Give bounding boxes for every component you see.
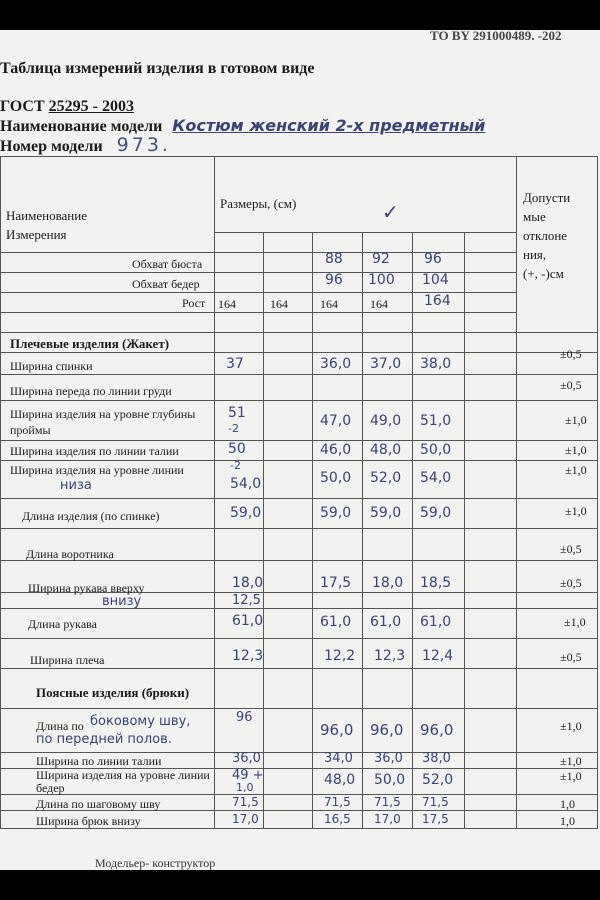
row-label-handwritten: боковому шву, bbox=[90, 714, 191, 729]
row-value: 38,0 bbox=[420, 356, 452, 372]
row-base: 61,0 bbox=[232, 613, 264, 629]
row-value: 61,0 bbox=[420, 614, 452, 630]
row-tolerance: ±0,5 bbox=[560, 650, 582, 664]
row-tolerance: ±0,5 bbox=[560, 542, 582, 556]
row-tolerance: ±1,0 bbox=[565, 463, 587, 477]
row-value: 38,0 bbox=[422, 751, 451, 766]
height-value: 164 bbox=[320, 297, 338, 311]
model-name-value: Костюм женский 2-х предметный bbox=[172, 116, 486, 135]
row-value: 48,0 bbox=[370, 442, 402, 458]
row-value: 47,0 bbox=[320, 413, 352, 429]
row-value: 96,0 bbox=[370, 721, 404, 739]
row-value: 59,0 bbox=[370, 505, 402, 521]
row-label-handwritten: низа bbox=[60, 478, 92, 493]
row-base: 96 bbox=[236, 710, 253, 725]
row-base: 17,0 bbox=[232, 812, 259, 826]
row-base-note: 1,0 bbox=[236, 781, 254, 794]
row-value: 52,0 bbox=[422, 772, 454, 788]
row-value: 17,5 bbox=[320, 575, 352, 591]
row-label-handwritten: по передней полов. bbox=[36, 732, 172, 747]
row-base: 54,0 bbox=[230, 476, 262, 492]
row-value: 49,0 bbox=[370, 413, 402, 429]
row-value: 50,0 bbox=[320, 470, 352, 486]
checkmark-icon: ✓ bbox=[382, 200, 399, 224]
row-tolerance: ±1,0 bbox=[560, 754, 582, 768]
row-value: 17,5 bbox=[422, 812, 449, 826]
row-label: Длина рукава bbox=[28, 617, 97, 631]
height-value: 164 bbox=[424, 293, 451, 309]
row-label: Длина по bbox=[36, 719, 84, 733]
row-value: 71,5 bbox=[374, 795, 401, 809]
row-value: 37,0 bbox=[370, 356, 402, 372]
row-value: 96,0 bbox=[320, 721, 354, 739]
column-header-tolerance: Допусти мые отклоне ния, (+, -)см bbox=[523, 190, 571, 281]
row-tolerance: 1,0 bbox=[560, 814, 575, 828]
row-base: 59,0 bbox=[230, 505, 262, 521]
row-label: Ширина изделия по линии талии bbox=[10, 444, 179, 458]
row-value: 71,5 bbox=[422, 795, 449, 809]
row-value: 16,5 bbox=[324, 812, 351, 826]
row-label: Ширина изделия на уровне линии bbox=[10, 463, 184, 477]
row-value: 46,0 bbox=[320, 442, 352, 458]
height-value: 164 bbox=[270, 297, 288, 311]
row-value: 61,0 bbox=[370, 614, 402, 630]
hips-value: 96 bbox=[325, 272, 343, 288]
row-tolerance: ±1,0 bbox=[560, 719, 582, 733]
hips-label: Обхват бедер bbox=[132, 277, 200, 291]
section-trousers: Поясные изделия (брюки) bbox=[36, 685, 190, 700]
row-value: 17,0 bbox=[374, 812, 401, 826]
document-page bbox=[0, 30, 600, 870]
row-base: 51 bbox=[228, 405, 246, 421]
row-label-handwritten: внизу bbox=[102, 594, 142, 609]
row-base-note: -2 bbox=[228, 422, 239, 435]
model-number-line bbox=[0, 134, 171, 156]
row-base: 37 bbox=[226, 356, 244, 372]
gost-number: 25295 - 2003 bbox=[48, 98, 134, 115]
row-base: 49 + bbox=[232, 768, 264, 783]
row-label: Длина по шаговому шву bbox=[36, 797, 161, 811]
row-value: 18,5 bbox=[420, 575, 452, 591]
page-title: Таблица измерений изделия в готовом виде bbox=[0, 60, 315, 77]
row-value: 61,0 bbox=[320, 614, 352, 630]
model-number-value: 973. bbox=[116, 134, 171, 156]
row-value: 18,0 bbox=[372, 575, 404, 591]
row-base: 71,5 bbox=[232, 795, 259, 809]
row-label: Ширина изделия на уровне глубины проймы bbox=[10, 407, 196, 437]
bust-value: 96 bbox=[424, 251, 442, 267]
section-jacket: Плечевые изделия (Жакет) bbox=[10, 336, 170, 351]
gost-label: ГОСТ bbox=[0, 98, 45, 115]
height-label: Рост bbox=[182, 296, 206, 310]
row-value: 48,0 bbox=[324, 772, 356, 788]
row-tolerance: 1,0 bbox=[560, 797, 575, 811]
row-label: Длина воротника bbox=[26, 547, 114, 561]
hips-value: 104 bbox=[422, 272, 449, 288]
row-label: Ширина переда по линии груди bbox=[10, 384, 172, 398]
model-name-line bbox=[0, 116, 485, 136]
bust-label: Обхват бюста bbox=[132, 257, 203, 271]
row-label: Ширина изделия на уровне линии бедер bbox=[36, 768, 210, 795]
row-value: 54,0 bbox=[420, 470, 452, 486]
row-value: 36,0 bbox=[374, 751, 403, 766]
row-tolerance: ±1,0 bbox=[565, 443, 587, 457]
row-label: Ширина спинки bbox=[10, 359, 93, 373]
row-label: Длина изделия (по спинке) bbox=[22, 509, 160, 523]
bust-value: 92 bbox=[372, 251, 390, 267]
row-value: 96,0 bbox=[420, 721, 454, 739]
row-tolerance: ±1,0 bbox=[565, 413, 587, 427]
row-label: Ширина рукава вверху bbox=[28, 581, 145, 595]
column-header-sizes: Размеры, (см) bbox=[220, 196, 297, 211]
row-value: 71,5 bbox=[324, 795, 351, 809]
document-code: ТО BY 291000489. -202 bbox=[430, 30, 562, 43]
row-base: 18,0 bbox=[232, 575, 264, 591]
row-value: 59,0 bbox=[320, 505, 352, 521]
row-base-note: -2 bbox=[230, 459, 241, 472]
height-value: 164 bbox=[218, 297, 236, 311]
bust-value: 88 bbox=[325, 251, 343, 267]
row-value: 52,0 bbox=[370, 470, 402, 486]
column-header-name: Наименование Измерения bbox=[6, 208, 87, 242]
gost-line bbox=[0, 98, 134, 116]
footer-signature-label: Модельер- конструктор bbox=[95, 856, 216, 870]
model-number-label: Номер модели bbox=[0, 138, 103, 155]
height-value: 164 bbox=[370, 297, 388, 311]
row-value: 50,0 bbox=[420, 442, 452, 458]
row-base: 12,3 bbox=[232, 648, 264, 664]
row-value: 12,3 bbox=[374, 648, 406, 664]
row-base: 36,0 bbox=[232, 751, 261, 766]
row-tolerance: ±1,0 bbox=[565, 504, 587, 518]
row-base: 50 bbox=[228, 441, 246, 457]
row-tolerance: ±0,5 bbox=[560, 347, 582, 361]
row-base: 12,5 bbox=[232, 593, 261, 608]
row-label: Ширина брюк внизу bbox=[36, 814, 141, 828]
row-tolerance: ±0,5 bbox=[560, 378, 582, 392]
row-tolerance: ±1,0 bbox=[560, 769, 582, 783]
row-tolerance: ±1,0 bbox=[564, 615, 586, 629]
row-tolerance: ±0,5 bbox=[560, 576, 582, 590]
row-label: Ширина плеча bbox=[30, 653, 105, 667]
row-label: Ширина по линии талии bbox=[36, 754, 162, 768]
row-value: 51,0 bbox=[420, 413, 452, 429]
row-value: 34,0 bbox=[324, 751, 353, 766]
hips-value: 100 bbox=[368, 272, 395, 288]
row-value: 12,4 bbox=[422, 648, 454, 664]
measurement-table bbox=[0, 156, 598, 828]
row-value: 50,0 bbox=[374, 772, 406, 788]
row-value: 59,0 bbox=[420, 505, 452, 521]
row-value: 36,0 bbox=[320, 356, 352, 372]
row-value: 12,2 bbox=[324, 648, 356, 664]
model-name-label: Наименование модели bbox=[0, 118, 163, 135]
